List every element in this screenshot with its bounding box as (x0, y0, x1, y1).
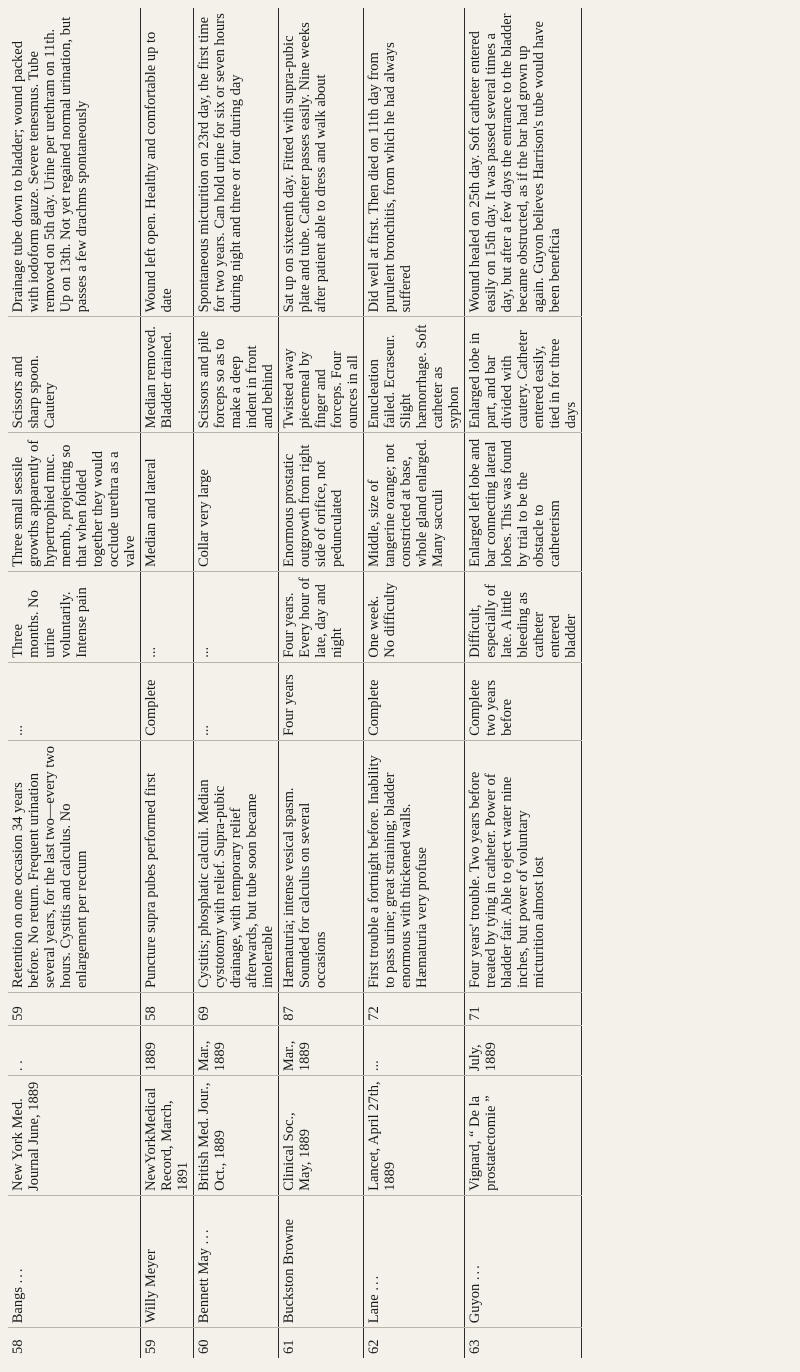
history-cell (279, 740, 364, 992)
result-cell (8, 8, 141, 317)
reference: Clinical Soc., May, 1889 (281, 1112, 313, 1191)
history: Retention on one occasion 34 years before. No return. Frequent urination several years, for the last two—every two hours. Cystitis and calculus. No enlargement per rectum (10, 746, 90, 988)
result-cell (465, 8, 582, 317)
enlargement-type-cell (465, 433, 582, 572)
operator-name-cell (141, 1195, 194, 1327)
history: Puncture supra pubes performed first (143, 772, 159, 988)
reference-cell (465, 1076, 582, 1196)
operation-method-cell (141, 317, 194, 433)
enlargement-type: Enormous prostatic outgrowth from right side of orifice, not pedunculated (281, 444, 345, 568)
reference: NewYorkMedical Record, March, 1891 (143, 1087, 191, 1191)
result: Wound healed on 25th day. Soft catheter entered easily on 15th day. It was passed several times a day, but after a few days the entrance to the bladder became obstructed, as if the bar had grown up again. Guyon believes Harrison's tube would have been beneficia (467, 13, 563, 313)
duration-of-symptoms: ... (143, 646, 159, 658)
retention: Complete (366, 679, 382, 736)
duration-of-symptoms-cell (8, 572, 141, 663)
operator-dots: ... (196, 1227, 212, 1245)
retention: Complete two years before (467, 679, 515, 736)
table-row (465, 8, 582, 1358)
operation-method-cell (364, 317, 465, 433)
retention: Complete (143, 679, 159, 736)
operator-name: Guyon (467, 1283, 483, 1324)
reference: British Med. Jour., Oct., 1889 (196, 1082, 228, 1191)
operator-name: Lane (366, 1294, 382, 1324)
duration-of-symptoms-cell (364, 572, 465, 663)
result: Wound left open. Healthy and comfortable up to date (143, 31, 175, 313)
duration-of-symptoms: Difficult, especially of late. A little bleeding as catheter entered bladder (467, 584, 579, 658)
history-cell (364, 740, 465, 992)
reference-cell (279, 1076, 364, 1196)
case-number: 60 (196, 1339, 212, 1354)
case-number-cell (364, 1328, 465, 1358)
duration-of-symptoms-cell (465, 572, 582, 663)
patient-age-cell (8, 993, 141, 1026)
reference-cell (364, 1076, 465, 1196)
patient-age-cell (364, 993, 465, 1026)
operator-dots: ... (10, 1266, 26, 1284)
duration-of-symptoms: Three months. No urine voluntarily. Intense pain (10, 587, 90, 658)
history: First trouble a fortnight before. Inability to pass urine; great straining; bladder enormous with thickened walls. Hæmaturia very profuse (366, 755, 430, 988)
result: Drainage tube down to bladder; wound packed with iodoform gauze. Severe tenesmus. Tube removed on 5th day. Urine per urethram on 11th. Up on 13th. Not yet regained normal urination, but passes a few drachms spontaneously (10, 16, 90, 313)
history: Four years' trouble. Two years before treated by tying in catheter. Power of bladder fair. Able to eject water nine inches, but power of voluntary micturition almost lost (467, 771, 547, 988)
retention-cell (141, 662, 194, 740)
patient-age-cell (141, 993, 194, 1026)
enlargement-type: Median and lateral (143, 458, 159, 568)
table-row (141, 8, 194, 1358)
reference: New York Med. Journal June, 1889 (10, 1081, 42, 1191)
retention-cell (8, 662, 141, 740)
patient-age: 58 (143, 1006, 159, 1021)
history-cell (8, 740, 141, 992)
operator-name: Buckston Browne (281, 1218, 297, 1324)
case-number-cell (279, 1328, 364, 1358)
operator-dots: ... (366, 1273, 382, 1291)
case-number: 62 (366, 1339, 382, 1354)
reference-cell (8, 1076, 141, 1196)
patient-age: 71 (467, 1006, 483, 1021)
operation-date-cell (465, 1025, 582, 1075)
retention-cell (465, 662, 582, 740)
history-cell (194, 740, 279, 992)
operation-method-cell (8, 317, 141, 433)
patient-age: 87 (281, 1006, 297, 1021)
retention-cell (194, 662, 279, 740)
operator-name-cell (8, 1195, 141, 1327)
operation-date: . . (10, 1060, 26, 1072)
operation-method: Median removed. Bladder drained. (143, 326, 175, 429)
retention: ... (10, 725, 26, 736)
patient-age-cell (465, 993, 582, 1026)
retention: ... (196, 725, 212, 736)
reference: Lancet, April 27th, 1889 (366, 1081, 398, 1191)
operation-method: Scissors and sharp spoon. Cautery (10, 355, 58, 429)
enlargement-type-cell (8, 433, 141, 572)
operation-date: 1889 (143, 1042, 159, 1072)
case-number-cell (194, 1328, 279, 1358)
operator-name-cell (364, 1195, 465, 1327)
operation-method: Enlarged lobe in part, and bar divided with cautery. Catheter entered easily, tied in for three days (467, 330, 579, 429)
history-cell (141, 740, 194, 992)
duration-of-symptoms-cell (141, 572, 194, 663)
table-row (8, 8, 141, 1358)
enlargement-type-cell (364, 433, 465, 572)
patient-age: 59 (10, 1006, 26, 1021)
history-cell (465, 740, 582, 992)
case-number: 61 (281, 1339, 297, 1354)
reference-cell (194, 1076, 279, 1196)
retention: Four years (281, 674, 297, 736)
enlargement-type-cell (194, 433, 279, 572)
reference-cell (141, 1076, 194, 1196)
operator-name: Bennett May (196, 1247, 212, 1324)
table-row (364, 8, 465, 1358)
case-number: 59 (143, 1339, 159, 1354)
table-row (279, 8, 364, 1358)
history: Hæmaturia; intense vesical spasm. Sounded for calculus on several occasions (281, 787, 329, 988)
reference: Vignard, “ De la prostatectomie ” (467, 1095, 499, 1191)
duration-of-symptoms: Four years. Every hour of late, day and night (281, 577, 345, 658)
enlargement-type-cell (279, 433, 364, 572)
operator-name-cell (465, 1195, 582, 1327)
duration-of-symptoms-cell (194, 572, 279, 663)
table-row (194, 8, 279, 1358)
patient-age-cell (194, 993, 279, 1026)
result: Did well at first. Then died on 11th day from purulent bronchitis, from which he had always suffered (366, 42, 414, 313)
history: Cystitis; phosphatic calculi. Median cystotomy with relief. Supra-pubic drainage, with temporary relief afterwards, but tube soon became intolerable (196, 779, 276, 988)
operation-method-cell (194, 317, 279, 433)
operator-name-cell (194, 1195, 279, 1327)
patient-age: 72 (366, 1006, 382, 1021)
enlargement-type-cell (141, 433, 194, 572)
operation-date: Mar., 1889 (196, 1040, 228, 1072)
operation-date-cell (279, 1025, 364, 1075)
duration-of-symptoms-cell (279, 572, 364, 663)
operation-date-cell (8, 1025, 141, 1075)
operation-date: July, 1889 (467, 1042, 499, 1072)
enlargement-type: Enlarged left lobe and bar connecting lateral lobes. This was found by trial to be the obstacle to catheterism (467, 438, 563, 568)
operation-date-cell (364, 1025, 465, 1075)
retention-cell (279, 662, 364, 740)
patient-age: 69 (196, 1006, 212, 1021)
duration-of-symptoms: ... (196, 646, 212, 658)
operator-dots: ... (467, 1263, 483, 1281)
retention-cell (364, 662, 465, 740)
operation-date-cell (141, 1025, 194, 1075)
operation-method-cell (465, 317, 582, 433)
result-cell (364, 8, 465, 317)
operation-date-cell (194, 1025, 279, 1075)
result-cell (279, 8, 364, 317)
case-number-cell (465, 1328, 582, 1358)
operation-date: ... (366, 1060, 382, 1072)
result: Sat up on sixteenth day. Fitted with supra-pubic plate and tube. Catheter passes easily. Nine weeks after patient able to dress and walk about (281, 22, 329, 313)
patient-age-cell (279, 993, 364, 1026)
operation-method: Enucleation failed. Ecraseur. Slight hæmorrhage. Soft catheter as syphon (366, 324, 462, 429)
operator-name: Willy Meyer (143, 1249, 159, 1324)
case-number-cell (8, 1328, 141, 1358)
operation-method-cell (279, 317, 364, 433)
operation-method: Scissors and pile forceps so as to make a deep indent in front and behind (196, 330, 276, 429)
enlargement-type: Middle, size of tangerine orange; not constricted at base, whole gland enlarged. Many sacculi (366, 438, 446, 568)
case-number: 58 (10, 1339, 26, 1354)
operation-date: Mar., 1889 (281, 1040, 313, 1072)
operation-method: Twisted away piecemeal by finger and forceps. Four ounces in all (281, 348, 361, 429)
enlargement-type: Collar very large (196, 469, 212, 568)
case-number: 63 (467, 1339, 483, 1354)
result-cell (141, 8, 194, 317)
operator-name: Bangs (10, 1287, 26, 1324)
enlargement-type: Three small sessile growths apparently of hypertrophied muc. memb., projecting so that when folded together they would occlude urethra as a valve (10, 439, 138, 568)
case-number-cell (141, 1328, 194, 1358)
prostatectomy-cases-table (8, 8, 582, 1358)
result: Spontaneous micturition on 23rd day, the first time for two years. Can hold urine for six or seven hours during night and three or four during day (196, 13, 244, 313)
result-cell (194, 8, 279, 317)
duration-of-symptoms: One week. No difficulty (366, 582, 398, 658)
operator-name-cell (279, 1195, 364, 1327)
